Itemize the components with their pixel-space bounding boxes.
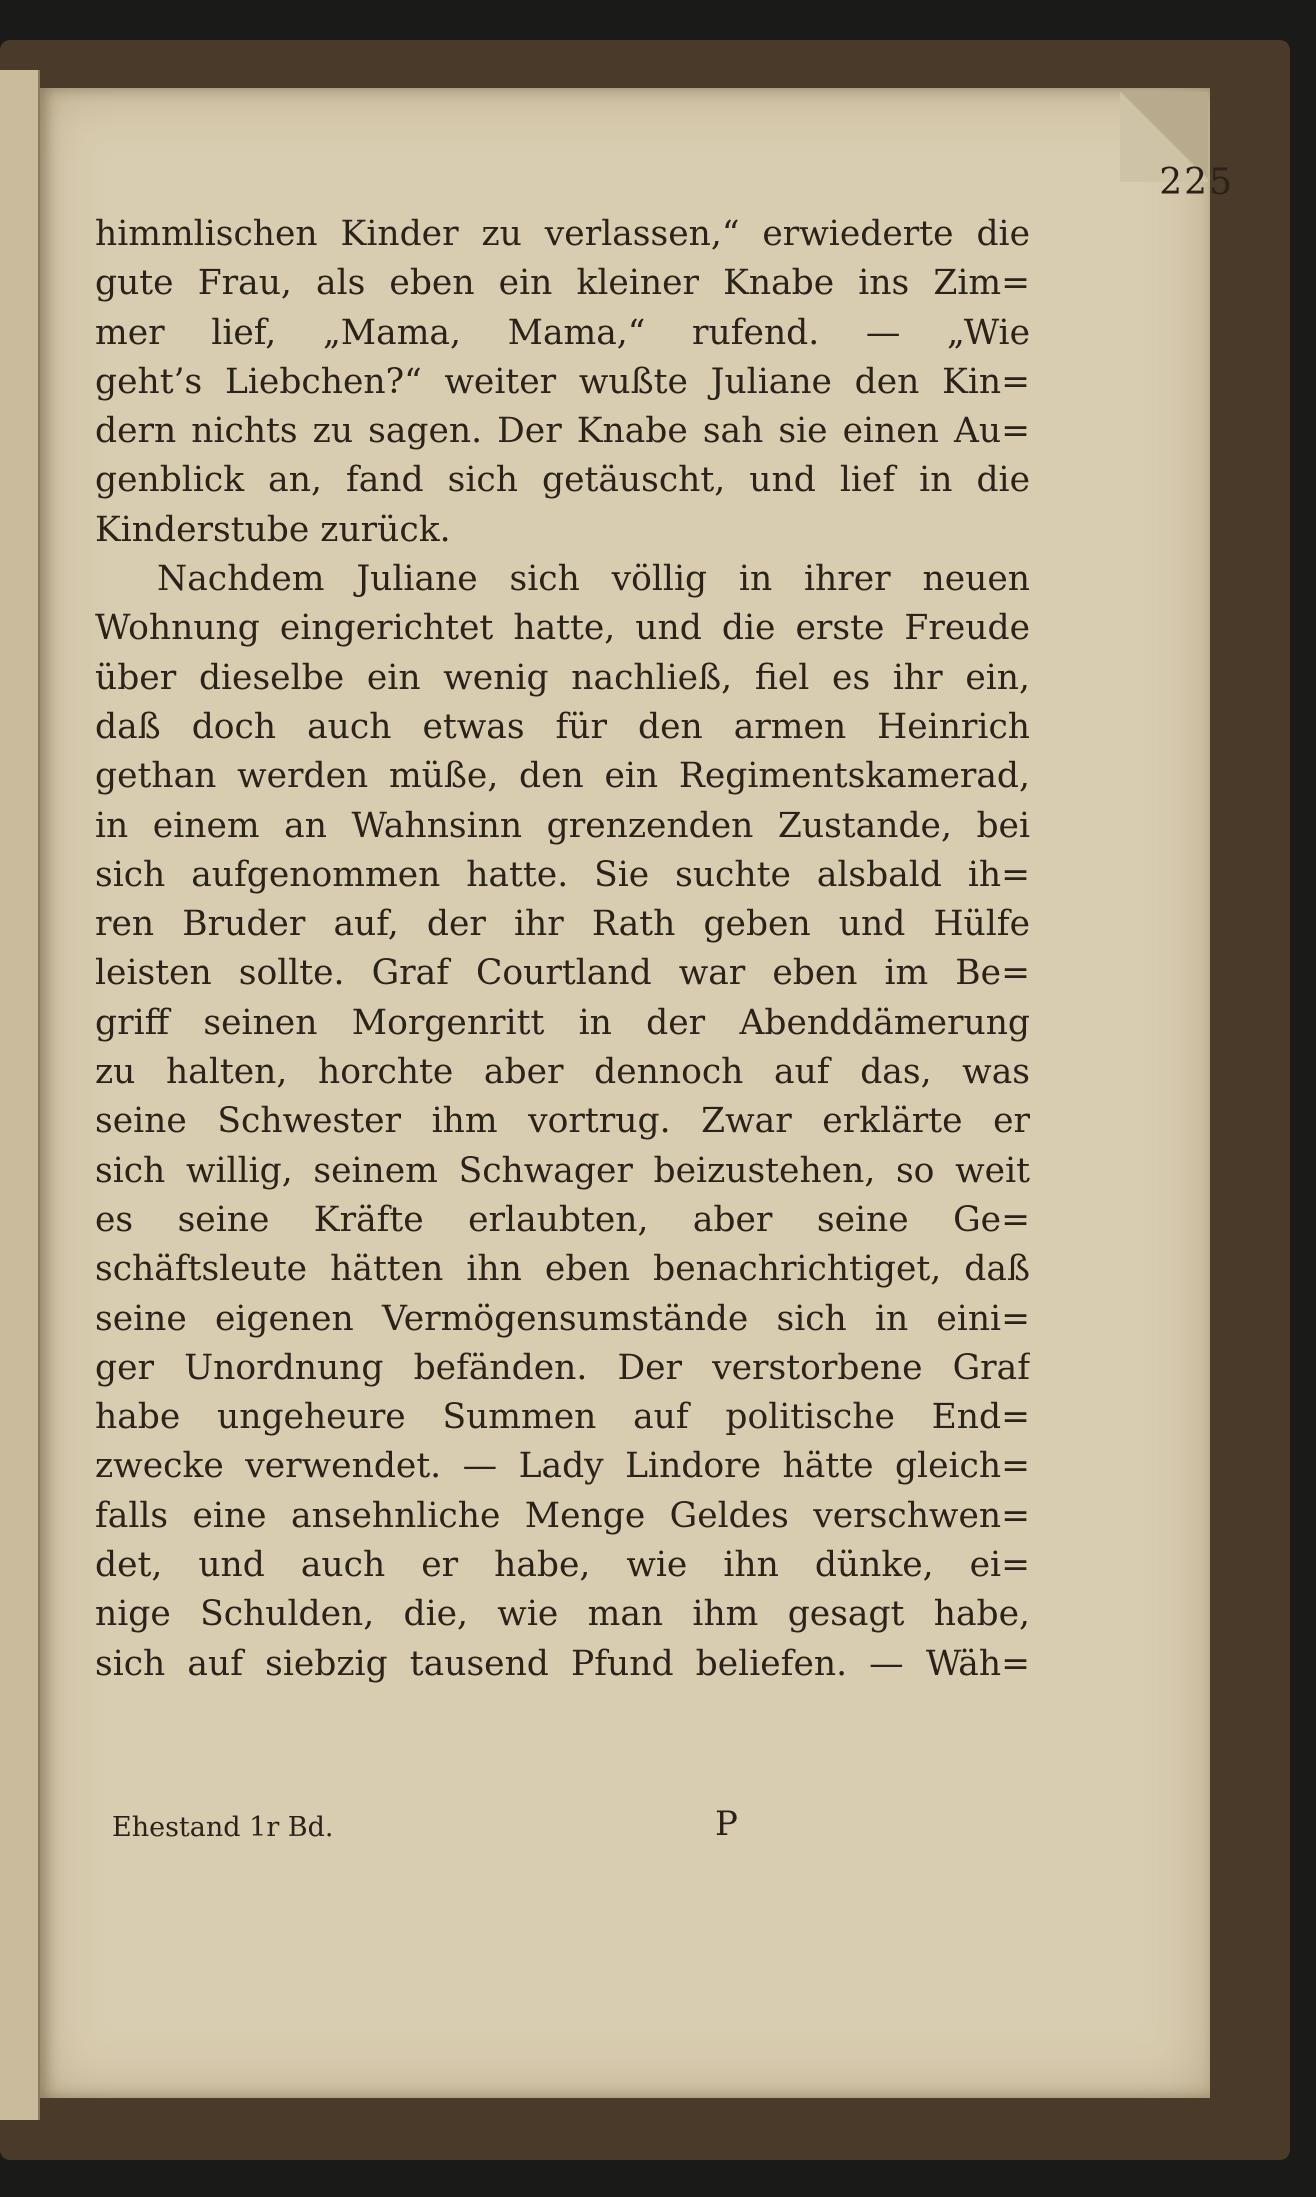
text-line: daß doch auch etwas für den armen Heinrich (95, 706, 1030, 747)
page-number: 225 (1159, 162, 1234, 203)
sheet-mark: P (715, 1804, 738, 1844)
signature-mark: Ehestand 1r Bd. (112, 1812, 334, 1843)
text-line: ger Unordnung befänden. Der verstorbene Graf (95, 1347, 1030, 1388)
text-line: sich willig, seinem Schwager beizustehen, so weit (95, 1150, 1030, 1191)
text-line: geht’s Liebchen?“ weiter wußte Juliane den Kin= (95, 361, 1030, 402)
text-line: über dieselbe ein wenig nachließ, fiel es ihr ein, (95, 657, 1030, 698)
text-line: det, und auch er habe, wie ihn dünke, ei= (95, 1545, 1030, 1586)
text-line: nige Schulden, die, wie man ihm gesagt habe, (95, 1594, 1030, 1635)
previous-page-edge (0, 70, 40, 2120)
text-line: himmlischen Kinder zu verlassen,“ erwiederte die (95, 214, 1030, 254)
text-line: zwecke verwendet. — Lady Lindore hätte gleich= (95, 1446, 1030, 1487)
text-line: es seine Kräfte erlaubten, aber seine Ge= (95, 1199, 1030, 1240)
text-line: falls eine ansehnliche Menge Geldes verschwen= (95, 1495, 1030, 1536)
text-line: genblick an, fand sich getäuscht, und lief in die (95, 460, 1030, 501)
text-line: ren Bruder auf, der ihr Rath geben und Hülfe (95, 904, 1030, 945)
text-line: mer lief, „Mama, Mama,“ rufend. — „Wie (95, 312, 1030, 353)
text-line: seine Schwester ihm vortrug. Zwar erklärte er (95, 1101, 1030, 1142)
text-line: schäftsleute hätten ihn eben benachrichtiget, daß (95, 1249, 1030, 1290)
text-line: sich aufgenommen hatte. Sie suchte alsbald ih= (95, 854, 1030, 895)
text-line: leisten sollte. Graf Courtland war eben im Be= (95, 953, 1030, 994)
text-line: gute Frau, als eben ein kleiner Knabe ins Zim= (95, 263, 1030, 304)
text-line: Kinderstube zurück. (95, 509, 451, 550)
text-line: seine eigenen Vermögensumstände sich in eini= (95, 1298, 1030, 1339)
text-line: griff seinen Morgenritt in der Abenddämerung (95, 1002, 1030, 1043)
text-line: Wohnung eingerichtet hatte, und die erste Freude (95, 608, 1030, 649)
text-line: gethan werden müße, den ein Regimentskamerad, (95, 756, 1030, 797)
paragraph-start-line: Nachdem Juliane sich völlig in ihrer neuen (157, 559, 1030, 600)
body-text (95, 210, 1030, 1689)
text-line: dern nichts zu sagen. Der Knabe sah sie einen Au= (95, 411, 1030, 452)
text-line: sich auf siebzig tausend Pfund beliefen. — Wäh= (95, 1643, 1030, 1684)
text-line: in einem an Wahnsinn grenzenden Zustande, bei (95, 805, 1030, 846)
text-line: zu halten, horchte aber dennoch auf das, was (95, 1052, 1030, 1093)
text-line: habe ungeheure Summen auf politische End= (95, 1397, 1030, 1438)
